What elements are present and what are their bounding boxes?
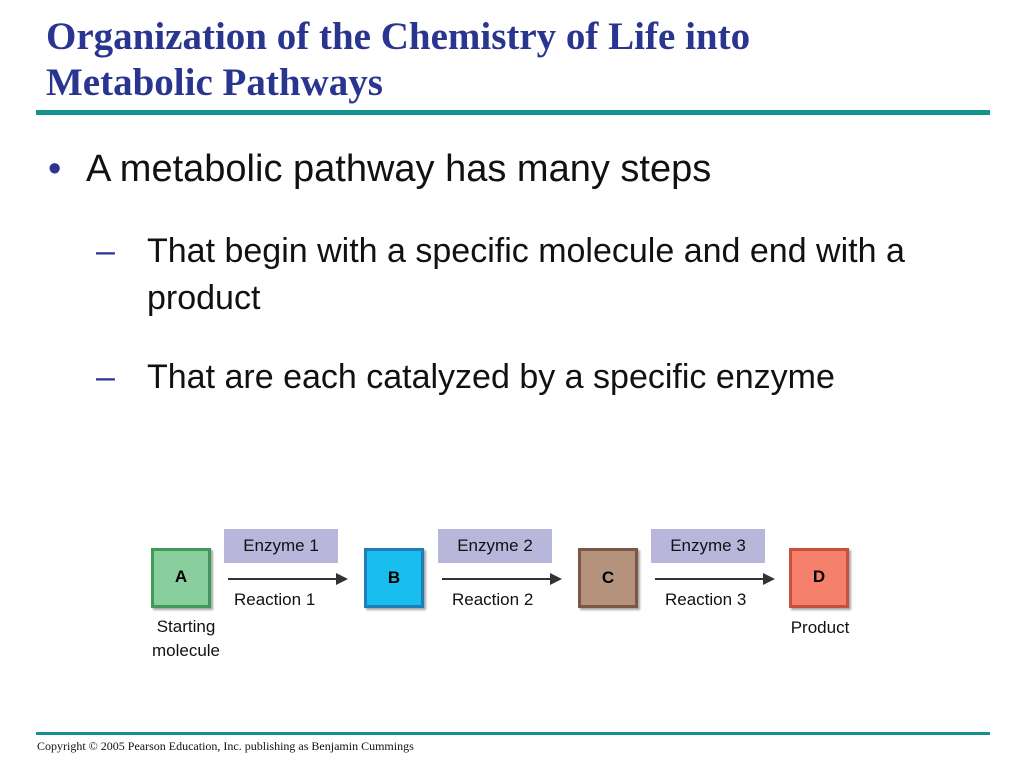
enzyme-label-1: Enzyme 1 (224, 529, 338, 563)
reaction-arrow-2 (442, 570, 564, 588)
molecule-b-label: B (387, 568, 401, 587)
caption-line-1: Starting (156, 617, 216, 636)
molecule-c-box (578, 548, 638, 608)
molecule-b-box (364, 548, 424, 608)
title-divider (36, 110, 990, 115)
reaction-label-1: Reaction 1 (234, 590, 316, 609)
caption-line-2: molecule (151, 641, 221, 660)
starting-molecule-caption (136, 615, 236, 663)
title-line-2: Metabolic Pathways (46, 61, 383, 104)
title-line-1: Organization of the Chemistry of Life into (46, 15, 751, 58)
sub-bullet-marker: – (96, 232, 115, 270)
bullet-text: A metabolic pathway has many steps (86, 148, 712, 190)
sub-bullet-marker: – (96, 358, 115, 396)
footer-divider (36, 732, 990, 735)
sub-bullet-text: That begin with a specific molecule and end with a product (147, 232, 905, 317)
molecule-d-label: D (812, 567, 826, 586)
reaction-arrow-3 (655, 570, 777, 588)
bullet-marker: • (48, 148, 62, 190)
molecule-c-label: C (601, 568, 615, 587)
molecule-a-label: A (174, 567, 188, 586)
enzyme-label-3: Enzyme 3 (651, 529, 765, 563)
reaction-label-2: Reaction 2 (452, 590, 534, 609)
copyright-footer: Copyright © 2005 Pearson Education, Inc. publishing as Benjamin Cummings (37, 739, 414, 753)
sub-bullet-text: That are each catalyzed by a specific enzyme (147, 358, 835, 396)
molecule-a-box (151, 548, 211, 608)
product-caption: Product (790, 618, 850, 637)
molecule-d-box (789, 548, 849, 608)
enzyme-label-2: Enzyme 2 (438, 529, 552, 563)
reaction-arrow-1 (228, 570, 350, 588)
slide-title (46, 14, 1006, 106)
reaction-label-3: Reaction 3 (665, 590, 747, 609)
